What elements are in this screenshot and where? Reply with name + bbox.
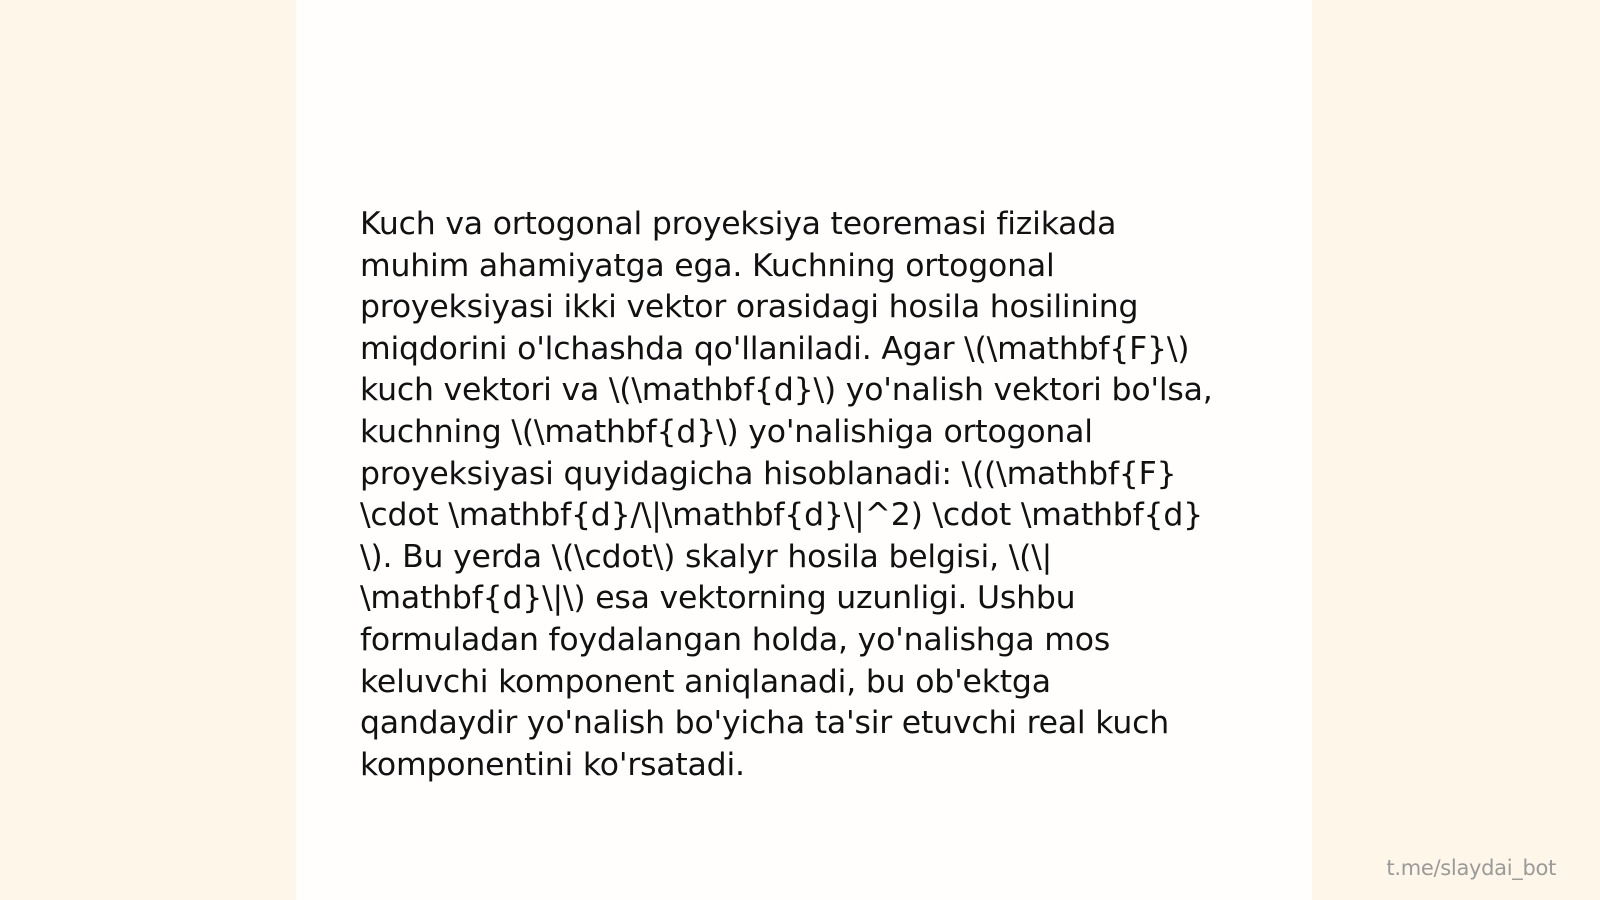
text-line: kuch vektori va \(\mathbf{d}\) yo'nalish vektori bo'lsa, bbox=[360, 372, 1213, 409]
text-line: komponentini ko'rsatadi. bbox=[360, 746, 745, 783]
text-line: proyeksiyasi ikki vektor orasidagi hosila hosilining bbox=[360, 289, 1139, 326]
text-line: Kuch va ortogonal proyeksiya teoremasi fizikada bbox=[360, 206, 1117, 242]
text-line: miqdorini o'lchashda qo'llaniladi. Agar \(\mathbf{F}\) bbox=[360, 330, 1190, 367]
text-line: muhim ahamiyatga ega. Kuchning ortogonal bbox=[360, 247, 1055, 284]
text-line: keluvchi komponent aniqlanadi, bu ob'ektga bbox=[360, 663, 1051, 700]
slide-body-text bbox=[360, 204, 1240, 786]
text-line: \mathbf{d}\|\) esa vektorning uzunligi. Ushbu bbox=[360, 580, 1076, 617]
text-line: \). Bu yerda \(\cdot\) skalyr hosila belgisi, \(\| bbox=[360, 538, 1053, 575]
text-line: kuchning \(\mathbf{d}\) yo'nalishiga ortogonal bbox=[360, 413, 1093, 450]
watermark-link[interactable]: t.me/slaydai_bot bbox=[1386, 856, 1556, 880]
text-line: formuladan foydalangan holda, yo'nalishga mos bbox=[360, 621, 1111, 658]
text-line: qandaydir yo'nalish bo'yicha ta'sir etuvchi real kuch bbox=[360, 705, 1170, 742]
text-line: proyeksiyasi quyidagicha hisoblanadi: \((\mathbf{F} bbox=[360, 455, 1177, 492]
text-line: \cdot \mathbf{d}/\|\mathbf{d}\|^2) \cdot \mathbf{d} bbox=[360, 497, 1203, 534]
